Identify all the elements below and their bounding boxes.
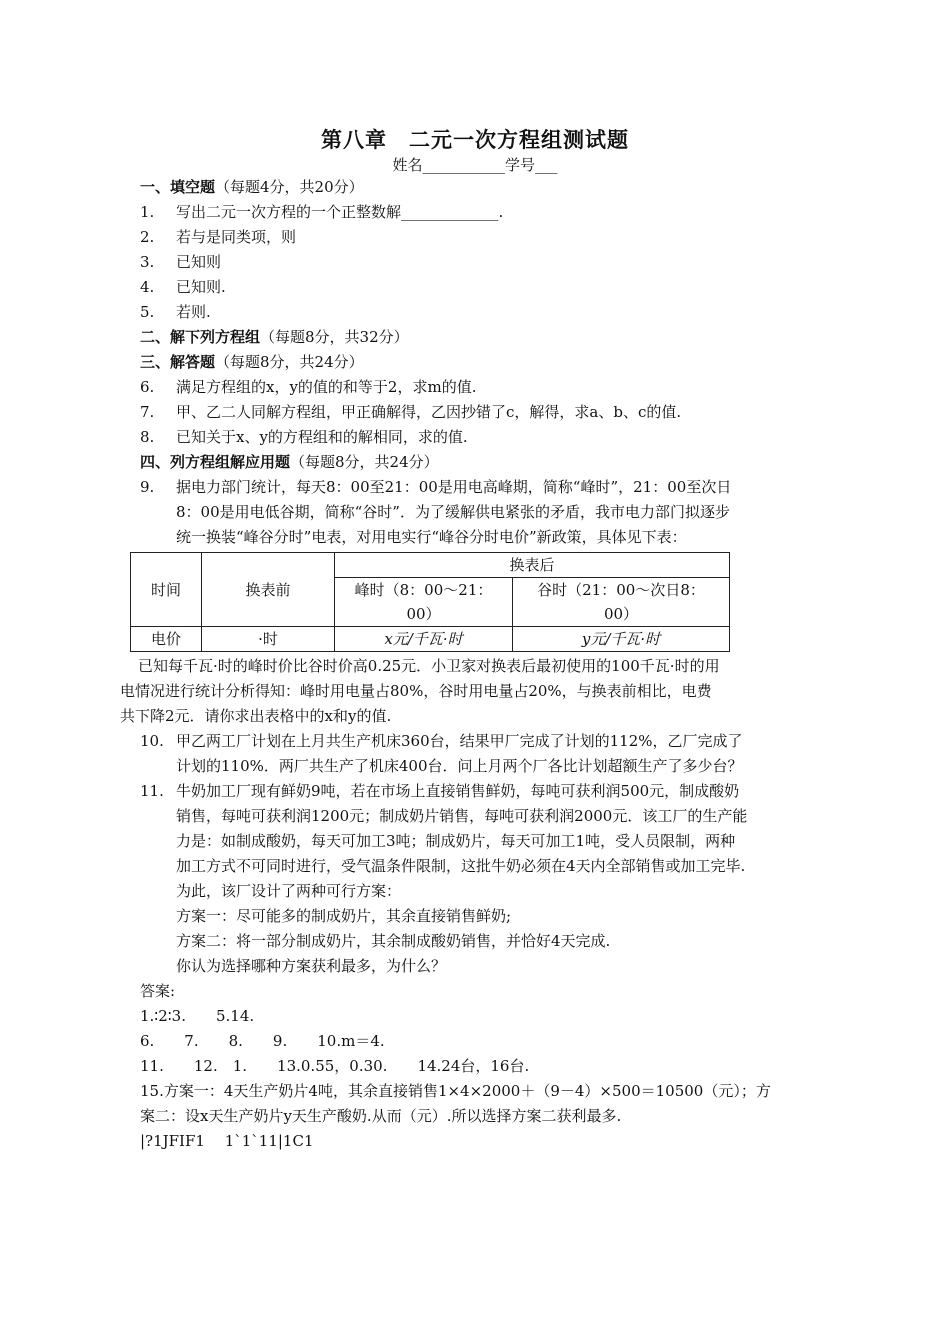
question-8	[140, 425, 820, 450]
question-text-line: 甲乙两工厂计划在上月共生产机床360台，结果甲厂完成了计划的112%，乙厂完成了	[176, 732, 743, 750]
question-10	[140, 729, 820, 779]
electricity-price-table	[130, 552, 730, 652]
question-number: 4.	[140, 278, 155, 296]
table-cell-valley: y元/千瓦·时	[513, 627, 730, 652]
section-fill-in	[140, 175, 820, 200]
question-number: 7.	[140, 403, 155, 421]
question-text-line: 共下降2元．请你求出表格中的x和y的值.	[120, 707, 392, 725]
question-6	[140, 375, 820, 400]
section-scoring: （每题8分，共24分）	[215, 353, 364, 371]
peak-label-line: 峰时（8：00～21：	[354, 581, 493, 599]
question-1	[140, 200, 820, 225]
table-header-after: 换表后	[335, 553, 730, 578]
question-number: 2.	[140, 228, 155, 246]
table-header-before: 换表前	[202, 553, 335, 627]
question-number: 1.	[140, 203, 155, 221]
question-4	[140, 275, 820, 300]
question-text-line: 加工方式不可同时进行，受气温条件限制，这批牛奶必须在4天内全部销售或加工完毕.	[176, 857, 746, 875]
question-text: 若与是同类项，则	[176, 228, 297, 246]
document-body	[120, 175, 820, 1154]
question-text: 甲、乙二人同解方程组，甲正确解得，乙因抄错了c，解得，求a、b、c的值.	[176, 403, 682, 421]
table-header-valley	[513, 578, 730, 627]
plan-two: 方案二：将一部分制成奶片，其余制成酸奶销售，并恰好4天完成.	[176, 932, 611, 950]
question-text: 已知关于x、y的方程组和的解相同，求的值.	[176, 428, 468, 446]
section-solve-systems	[140, 325, 820, 350]
question-11	[140, 779, 820, 979]
question-text-line: 电情况进行统计分析得知：峰时用电量占80%，谷时用电量占20%，与换表前相比，电费	[120, 682, 712, 700]
section-answer-questions	[140, 350, 820, 375]
question-text-line: 牛奶加工厂现有鲜奶9吨，若在市场上直接销售鲜奶，每吨可获利润500元，制成酸奶	[176, 782, 740, 800]
question-number: 3.	[140, 253, 155, 271]
answer-line: 1.∶2∶3. 5.14.	[140, 1007, 255, 1025]
question-text: 写出二元一次方程的一个正整数解_____________.	[176, 203, 504, 221]
garbled-text-line: |?1JFIF1 1`1`11|1C1	[140, 1132, 314, 1150]
question-number: 10.	[140, 732, 164, 750]
answers-heading: 答案:	[140, 982, 176, 1000]
section-word-problems	[140, 450, 820, 475]
question-text-line: 已知每千瓦·时的峰时价比谷时价高0.25元．小卫家对换表后最初使用的100千瓦·时的用	[138, 657, 720, 675]
table-row-label: 电价	[131, 627, 202, 652]
question-number: 5.	[140, 303, 155, 321]
question-text: 已知则	[176, 253, 222, 271]
question-text-line: 销售，每吨可获利润1200元；制成奶片销售，每吨可获利润2000元．该工厂的生产能	[176, 807, 748, 825]
name-id-line: 姓名___________学号___	[392, 156, 558, 174]
question-5	[140, 300, 820, 325]
answer-line: 11. 12. 1. 13.0.55，0.30. 14.24台，16台.	[140, 1057, 530, 1075]
section-heading: 一、填空题	[140, 178, 216, 196]
question-number: 11.	[140, 782, 164, 800]
answer-line: 案二：设x天生产奶片y天生产酸奶.从而（元）.所以选择方案二获利最多.	[140, 1107, 622, 1125]
table-cell-before: ·时	[202, 627, 335, 652]
section-scoring: （每题8分，共32分）	[260, 328, 409, 346]
question-text-line: 为此，该厂设计了两种可行方案：	[176, 882, 402, 900]
question-number: 6.	[140, 378, 155, 396]
valley-label-line: 谷时（21：00～次日8：	[537, 581, 705, 599]
answer-line: 6. 7. 8. 9. 10.m＝4.	[140, 1032, 385, 1050]
question-text: 已知则.	[176, 278, 226, 296]
section-heading: 二、解下列方程组	[140, 328, 261, 346]
question-2	[140, 225, 820, 250]
question-text: 满足方程组的x，y的值的和等于2，求m的值.	[176, 378, 477, 396]
question-text-line: 计划的110%．两厂共生产了机床400台．问上月两个厂各比计划超额生产了多少台？	[176, 757, 743, 775]
section-heading: 四、列方程组解应用题	[140, 453, 291, 471]
section-heading: 三、解答题	[140, 353, 216, 371]
answer-line: 15.方案一：4天生产奶片4吨，其余直接销售1×4×2000＋（9－4）×500＝10500（元）；方	[140, 1082, 771, 1100]
question-3	[140, 250, 820, 275]
table-header-time: 时间	[131, 553, 202, 627]
question-number: 8.	[140, 428, 155, 446]
valley-label-line: 00）	[603, 605, 639, 623]
plan-one: 方案一：尽可能多的制成奶片，其余直接销售鲜奶;	[176, 907, 512, 925]
question-7	[140, 400, 820, 425]
question-text-line: 统一换装“峰谷分时”电表，对用电实行“峰谷分时电价”新政策，具体见下表：	[176, 528, 687, 546]
page-title: 第八章 二元一次方程组测试题	[321, 128, 629, 152]
question-ask: 你认为选择哪种方案获利最多，为什么？	[176, 957, 447, 975]
section-scoring: （每题4分，共20分）	[215, 178, 364, 196]
question-text-line: 据电力部门统计，每天8：00至21：00是用电高峰期，简称“峰时”，21：00至次日	[176, 478, 732, 496]
section-scoring: （每题8分，共24分）	[290, 453, 439, 471]
question-text-line: 8：00是用电低谷期，简称“谷时”．为了缓解供电紧张的矛盾，我市电力部门拟逐步	[176, 503, 730, 521]
question-9-continued	[120, 654, 820, 729]
table-header-peak	[335, 578, 513, 627]
table-cell-peak: x元/千瓦·时	[335, 627, 513, 652]
question-text-line: 力是：如制成酸奶，每天可加工3吨；制成奶片，每天可加工1吨，受人员限制，两种	[176, 832, 736, 850]
question-number: 9.	[140, 478, 155, 496]
question-text: 若则.	[176, 303, 211, 321]
question-9	[140, 475, 820, 550]
peak-label-line: 00）	[406, 605, 441, 623]
